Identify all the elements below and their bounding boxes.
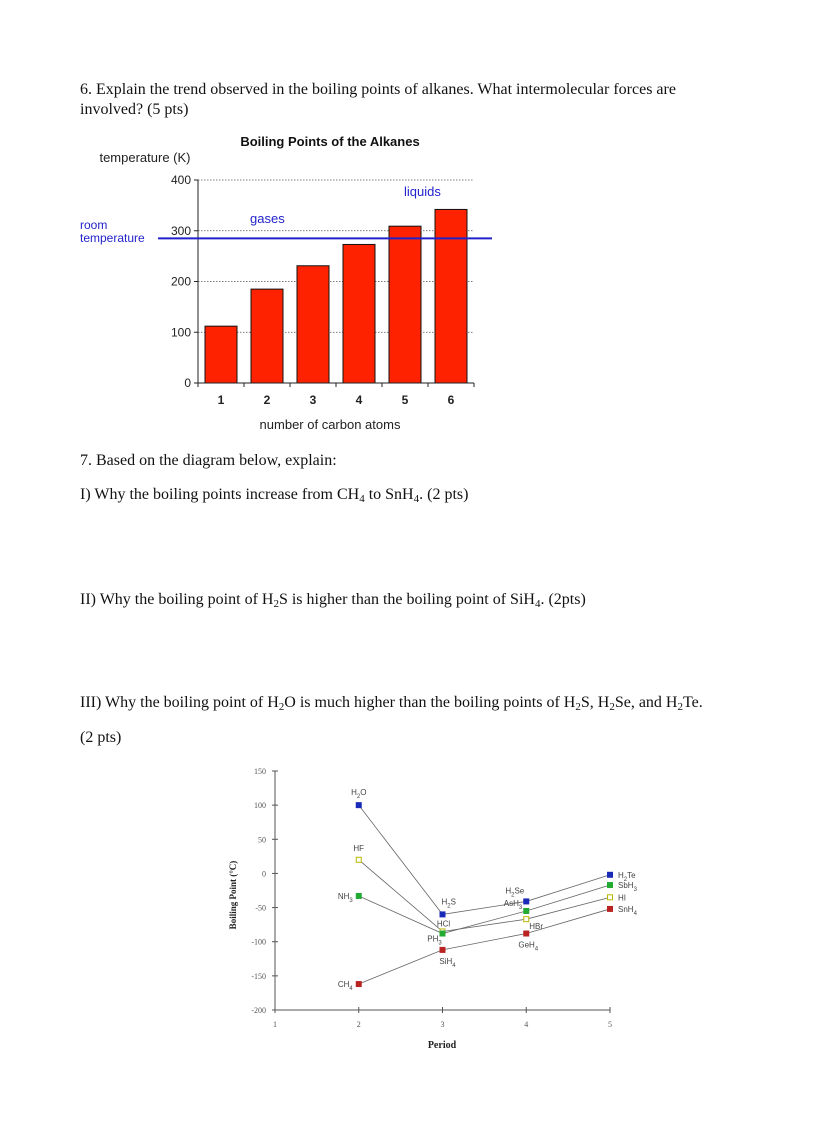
chart1-x-tick-label: 4 [355, 393, 363, 407]
chart2-point-label: SiH$_4$ [439, 956, 456, 969]
chart2-point [524, 917, 529, 922]
chart2-x-tick-label: 1 [273, 1020, 277, 1029]
chart2-point [356, 982, 361, 987]
chart1-y-tick-label: 100 [170, 325, 191, 340]
chart1-x-tick-label: 3 [309, 393, 317, 407]
chart1-x-tick-label: 5 [401, 393, 409, 407]
chart2-ylabel: Boiling Point (°C) [228, 860, 238, 930]
chart1-x-tick-label: 1 [217, 393, 225, 407]
chart2-y-tick-label: -150 [251, 971, 266, 981]
chart1-x-tick-label: 2 [263, 393, 271, 407]
chart2-point-label: $H_2S$ [441, 897, 456, 910]
chart2-point [608, 883, 613, 888]
chart2-point [356, 893, 361, 898]
chart2-point [524, 899, 529, 904]
liquids-annotation: liquids [404, 184, 441, 199]
chart2-point [524, 908, 529, 913]
chart2-y-tick-label: -50 [255, 903, 266, 913]
chart1-y-tick-label: 200 [170, 274, 191, 289]
chart2-series-line [359, 805, 610, 914]
chart2-point [608, 872, 613, 877]
chart1-x-tick-label: 6 [447, 393, 455, 407]
chart2-x-tick-label: 2 [356, 1020, 361, 1029]
question-7-intro: 7. Based on the diagram below, explain: [80, 452, 337, 469]
question-7-part-1: I) Why the boiling points increase from $CH_4$ to SnH$_4$. (2 pts) [80, 486, 469, 505]
chart1-title: Boiling Points of the Alkanes [240, 134, 420, 149]
chart2-point-label: $H_2O$ [351, 788, 367, 801]
chart2-point-label: HF [353, 843, 365, 853]
chart2-series-line [359, 860, 610, 932]
chart2-point [440, 947, 445, 952]
chart2-point-label: HBr [529, 922, 544, 932]
chart1-ylabel: temperature (K) [99, 150, 191, 165]
chart2-point-label: SbH$_3$ [618, 881, 637, 894]
question-7-part-3-line-1: III) Why the boiling point of $H_2O$ is much higher than the boiling points of $H_2S$, $H_2Se$, and $H_2Te$. [80, 694, 703, 713]
chart2-y-tick-label: -100 [251, 937, 266, 947]
chart2-point [608, 895, 613, 900]
question-7-part-3-line-2: (2 pts) [80, 729, 122, 746]
chart1-y-tick-label: 300 [170, 223, 191, 238]
chart2-y-tick-label: 0 [262, 869, 266, 879]
chart2-point [608, 906, 613, 911]
chart2-point-label: GeH$_4$ [518, 940, 539, 953]
chart2-y-tick-label: 50 [258, 835, 266, 845]
chart2-point [356, 803, 361, 808]
chart2-point [356, 857, 361, 862]
chart2-y-tick-label: 150 [254, 767, 266, 776]
question-7-part-2: II) Why the boiling point of $H_2S$ is higher than the boiling point of SiH$_4$. (2pts) [80, 591, 586, 610]
chart2-point-label: HI [618, 893, 626, 903]
chart2-xlabel: Period [427, 1040, 457, 1051]
question-6-line-1: 6. Explain the trend observed in the boiling points of alkanes. What intermolecular forces are [80, 81, 676, 98]
chart2-point-label: AsH$_3$ [503, 898, 523, 911]
chart2-x-tick-label: 4 [524, 1020, 529, 1029]
room-temperature-label-line-1: room [80, 218, 108, 232]
chart1-y-tick-label: 0 [184, 376, 191, 390]
room-temperature-label-line-2: temperature [80, 231, 145, 245]
chart2-point [440, 931, 445, 936]
chart2-x-tick-label: 3 [440, 1020, 445, 1029]
chart2-point [440, 912, 445, 917]
chart1-y-tick-label: 400 [170, 173, 191, 187]
chart2-point-label: $H_2Se$ [505, 886, 525, 899]
gases-annotation: gases [250, 211, 285, 226]
chart2-point-label: HCl [436, 919, 451, 929]
chart2-point-label: $CH_4$ [337, 980, 353, 993]
chart2-point-label: $PH_3$ [427, 934, 442, 947]
chart2-series-line [359, 909, 610, 984]
question-6-line-2: involved? (5 pts) [80, 101, 189, 118]
chart1-xlabel: number of carbon atoms [259, 417, 401, 432]
chart2-point [524, 931, 529, 936]
chart2-y-tick-label: 100 [254, 801, 266, 811]
chart2-point-label: $NH_3$ [337, 891, 353, 904]
chart2-point-label: $H_2Te$ [618, 870, 636, 883]
chart2-y-tick-label: -200 [251, 1006, 266, 1015]
chart2-point-label: SnH$_4$ [618, 904, 637, 917]
chart2-x-tick-label: 5 [608, 1020, 612, 1029]
